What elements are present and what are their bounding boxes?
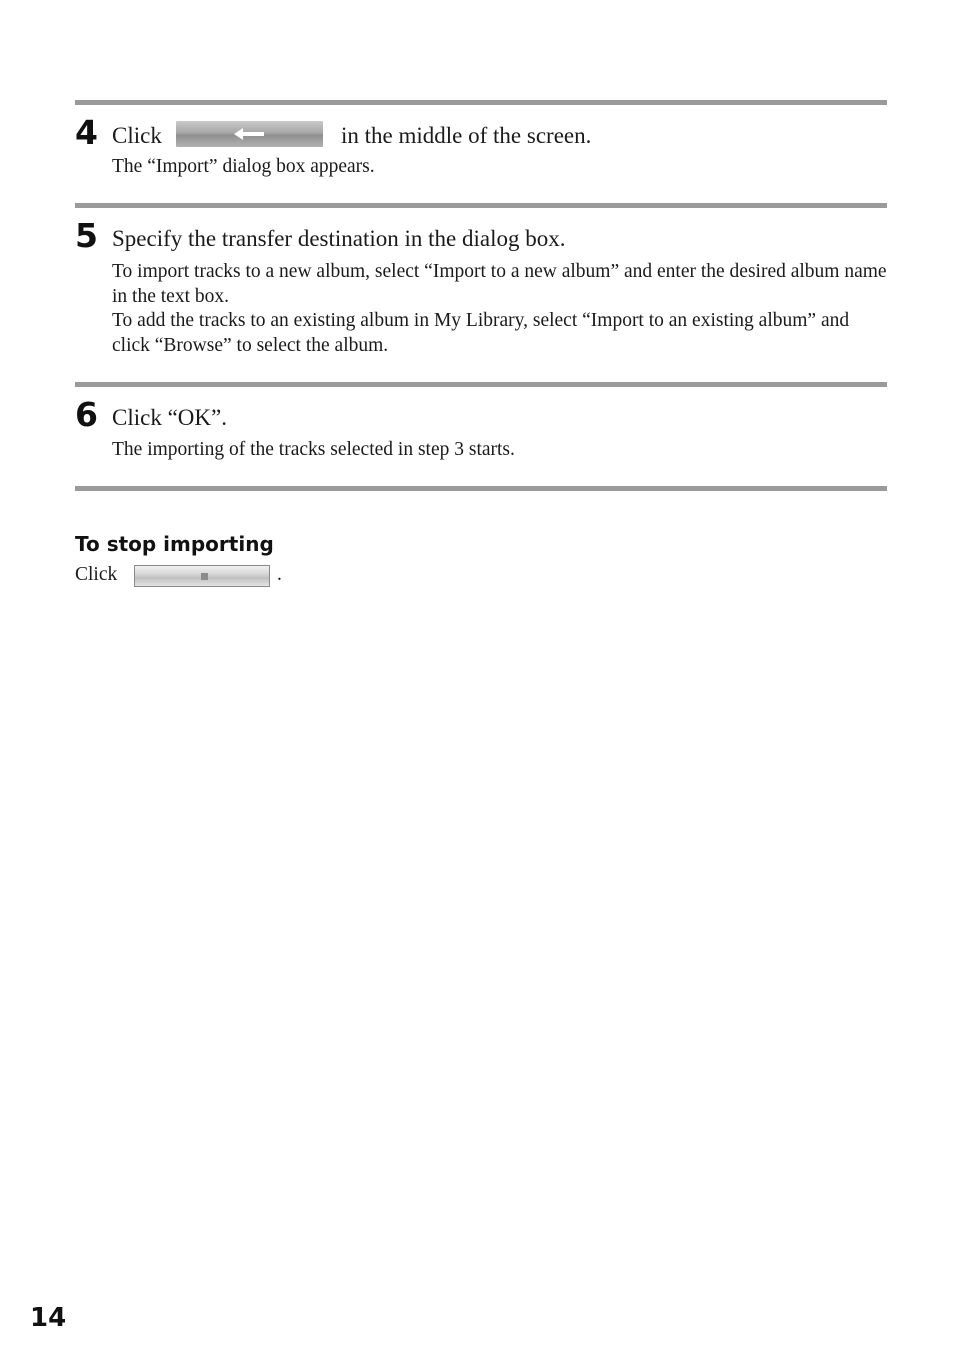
step-6-title: Click “OK”.	[112, 405, 227, 430]
step-5-body-paragraph-1: To import tracks to a new album, select “Import to a new album” and enter the desired album name in the text box.	[112, 261, 887, 307]
step-4-body-text: The “Import” dialog box appears.	[112, 156, 375, 177]
step-5-title: Specify the transfer destination in the dialog box.	[112, 226, 566, 251]
step-6-body	[112, 438, 887, 463]
section-divider-bottom	[75, 486, 887, 491]
stop-button[interactable]	[134, 565, 270, 587]
step-number-5: 5	[75, 216, 98, 255]
stop-text-before: Click	[75, 564, 118, 585]
left-arrow-icon	[234, 127, 264, 141]
section-divider-step-5	[75, 203, 887, 208]
step-number-4: 4	[75, 113, 98, 152]
step-5-body	[112, 260, 887, 358]
section-divider-top	[75, 100, 887, 105]
section-divider-step-6	[75, 382, 887, 387]
step-number-6: 6	[75, 395, 98, 434]
page-number: 14	[30, 1303, 67, 1333]
step-4-title-before: Click	[112, 123, 162, 148]
step-4-body	[112, 155, 887, 180]
step-4-title-after: in the middle of the screen.	[341, 123, 592, 148]
stop-icon	[201, 573, 208, 580]
stop-importing-heading: To stop importing	[75, 532, 274, 556]
stop-text-after: .	[277, 564, 282, 585]
import-arrow-button[interactable]	[176, 121, 323, 147]
step-5-body-paragraph-2: To add the tracks to an existing album in My Library, select “Import to an existing album” and click “Browse” to select the album.	[112, 310, 850, 356]
step-6-body-text: The importing of the tracks selected in step 3 starts.	[112, 439, 515, 460]
